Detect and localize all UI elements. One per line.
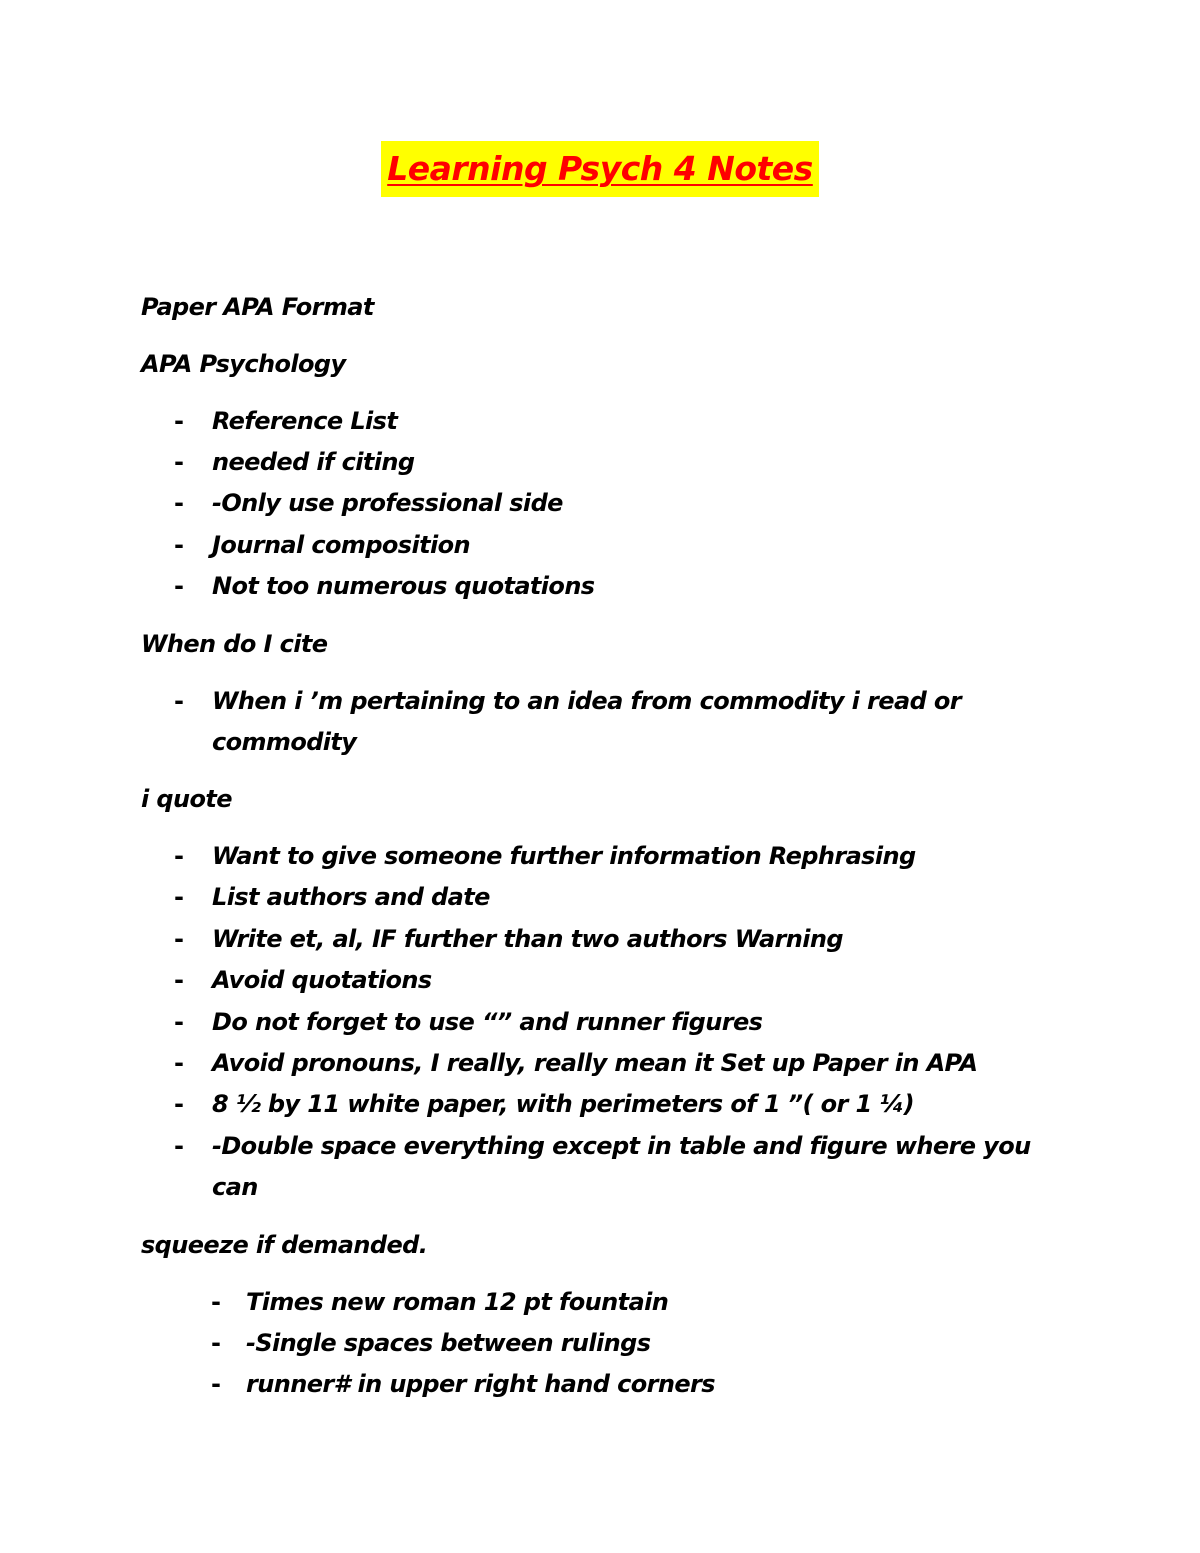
bullet-dash: - (174, 1008, 184, 1036)
list-item: Avoid pronouns, I really, really mean it Set up Paper in APA (212, 1049, 978, 1077)
list-item: List authors and date (212, 883, 490, 911)
bullet-dash: - (174, 1090, 184, 1118)
list-item: Times new roman 12 pt fountain (246, 1288, 669, 1316)
section-heading: When do I cite (141, 630, 328, 658)
list-item: -Single spaces between rulings (246, 1329, 651, 1357)
bullet-dash: - (174, 1049, 184, 1077)
bullet-dash: - (211, 1329, 221, 1357)
section-heading: Paper APA Format (141, 293, 374, 321)
bullet-dash: - (174, 925, 184, 953)
bullet-dash: - (174, 531, 184, 559)
list-item: Want to give someone further information Rephrasing (212, 842, 916, 870)
list-item: 8 ½ by 11 white paper, with perimeters of 1 ”( or 1 ¼) (212, 1090, 915, 1118)
bullet-dash: - (174, 883, 184, 911)
bullet-dash: - (174, 842, 184, 870)
list-item: Avoid quotations (212, 966, 432, 994)
list-item: When i ’m pertaining to an idea from commodity i read or (212, 687, 962, 715)
list-item-continuation: commodity (212, 728, 357, 756)
list-item-continuation: can (212, 1173, 258, 1201)
list-item: Do not forget to use “” and runner figures (212, 1008, 763, 1036)
bullet-dash: - (174, 448, 184, 476)
bullet-dash: - (211, 1370, 221, 1398)
section-heading: i quote (141, 785, 232, 813)
section-heading: squeeze if demanded. (141, 1231, 428, 1259)
list-item: needed if citing (212, 448, 415, 476)
section-heading: APA Psychology (141, 350, 346, 378)
bullet-dash: - (211, 1288, 221, 1316)
bullet-dash: - (174, 1132, 184, 1160)
list-item: Journal composition (212, 531, 470, 559)
title-wrap (0, 141, 1200, 197)
list-item: Reference List (212, 407, 398, 435)
list-item: Not too numerous quotations (212, 572, 595, 600)
list-item: -Double space everything except in table and figure where you (212, 1132, 1031, 1160)
bullet-dash: - (174, 572, 184, 600)
list-item: runner# in upper right hand corners (246, 1370, 715, 1398)
bullet-dash: - (174, 966, 184, 994)
list-item: -Only use professional side (212, 489, 563, 517)
document-title: Learning Psych 4 Notes (381, 141, 819, 197)
bullet-dash: - (174, 407, 184, 435)
bullet-dash: - (174, 489, 184, 517)
list-item: Write et, al, IF further than two authors Warning (212, 925, 843, 953)
bullet-dash: - (174, 687, 184, 715)
